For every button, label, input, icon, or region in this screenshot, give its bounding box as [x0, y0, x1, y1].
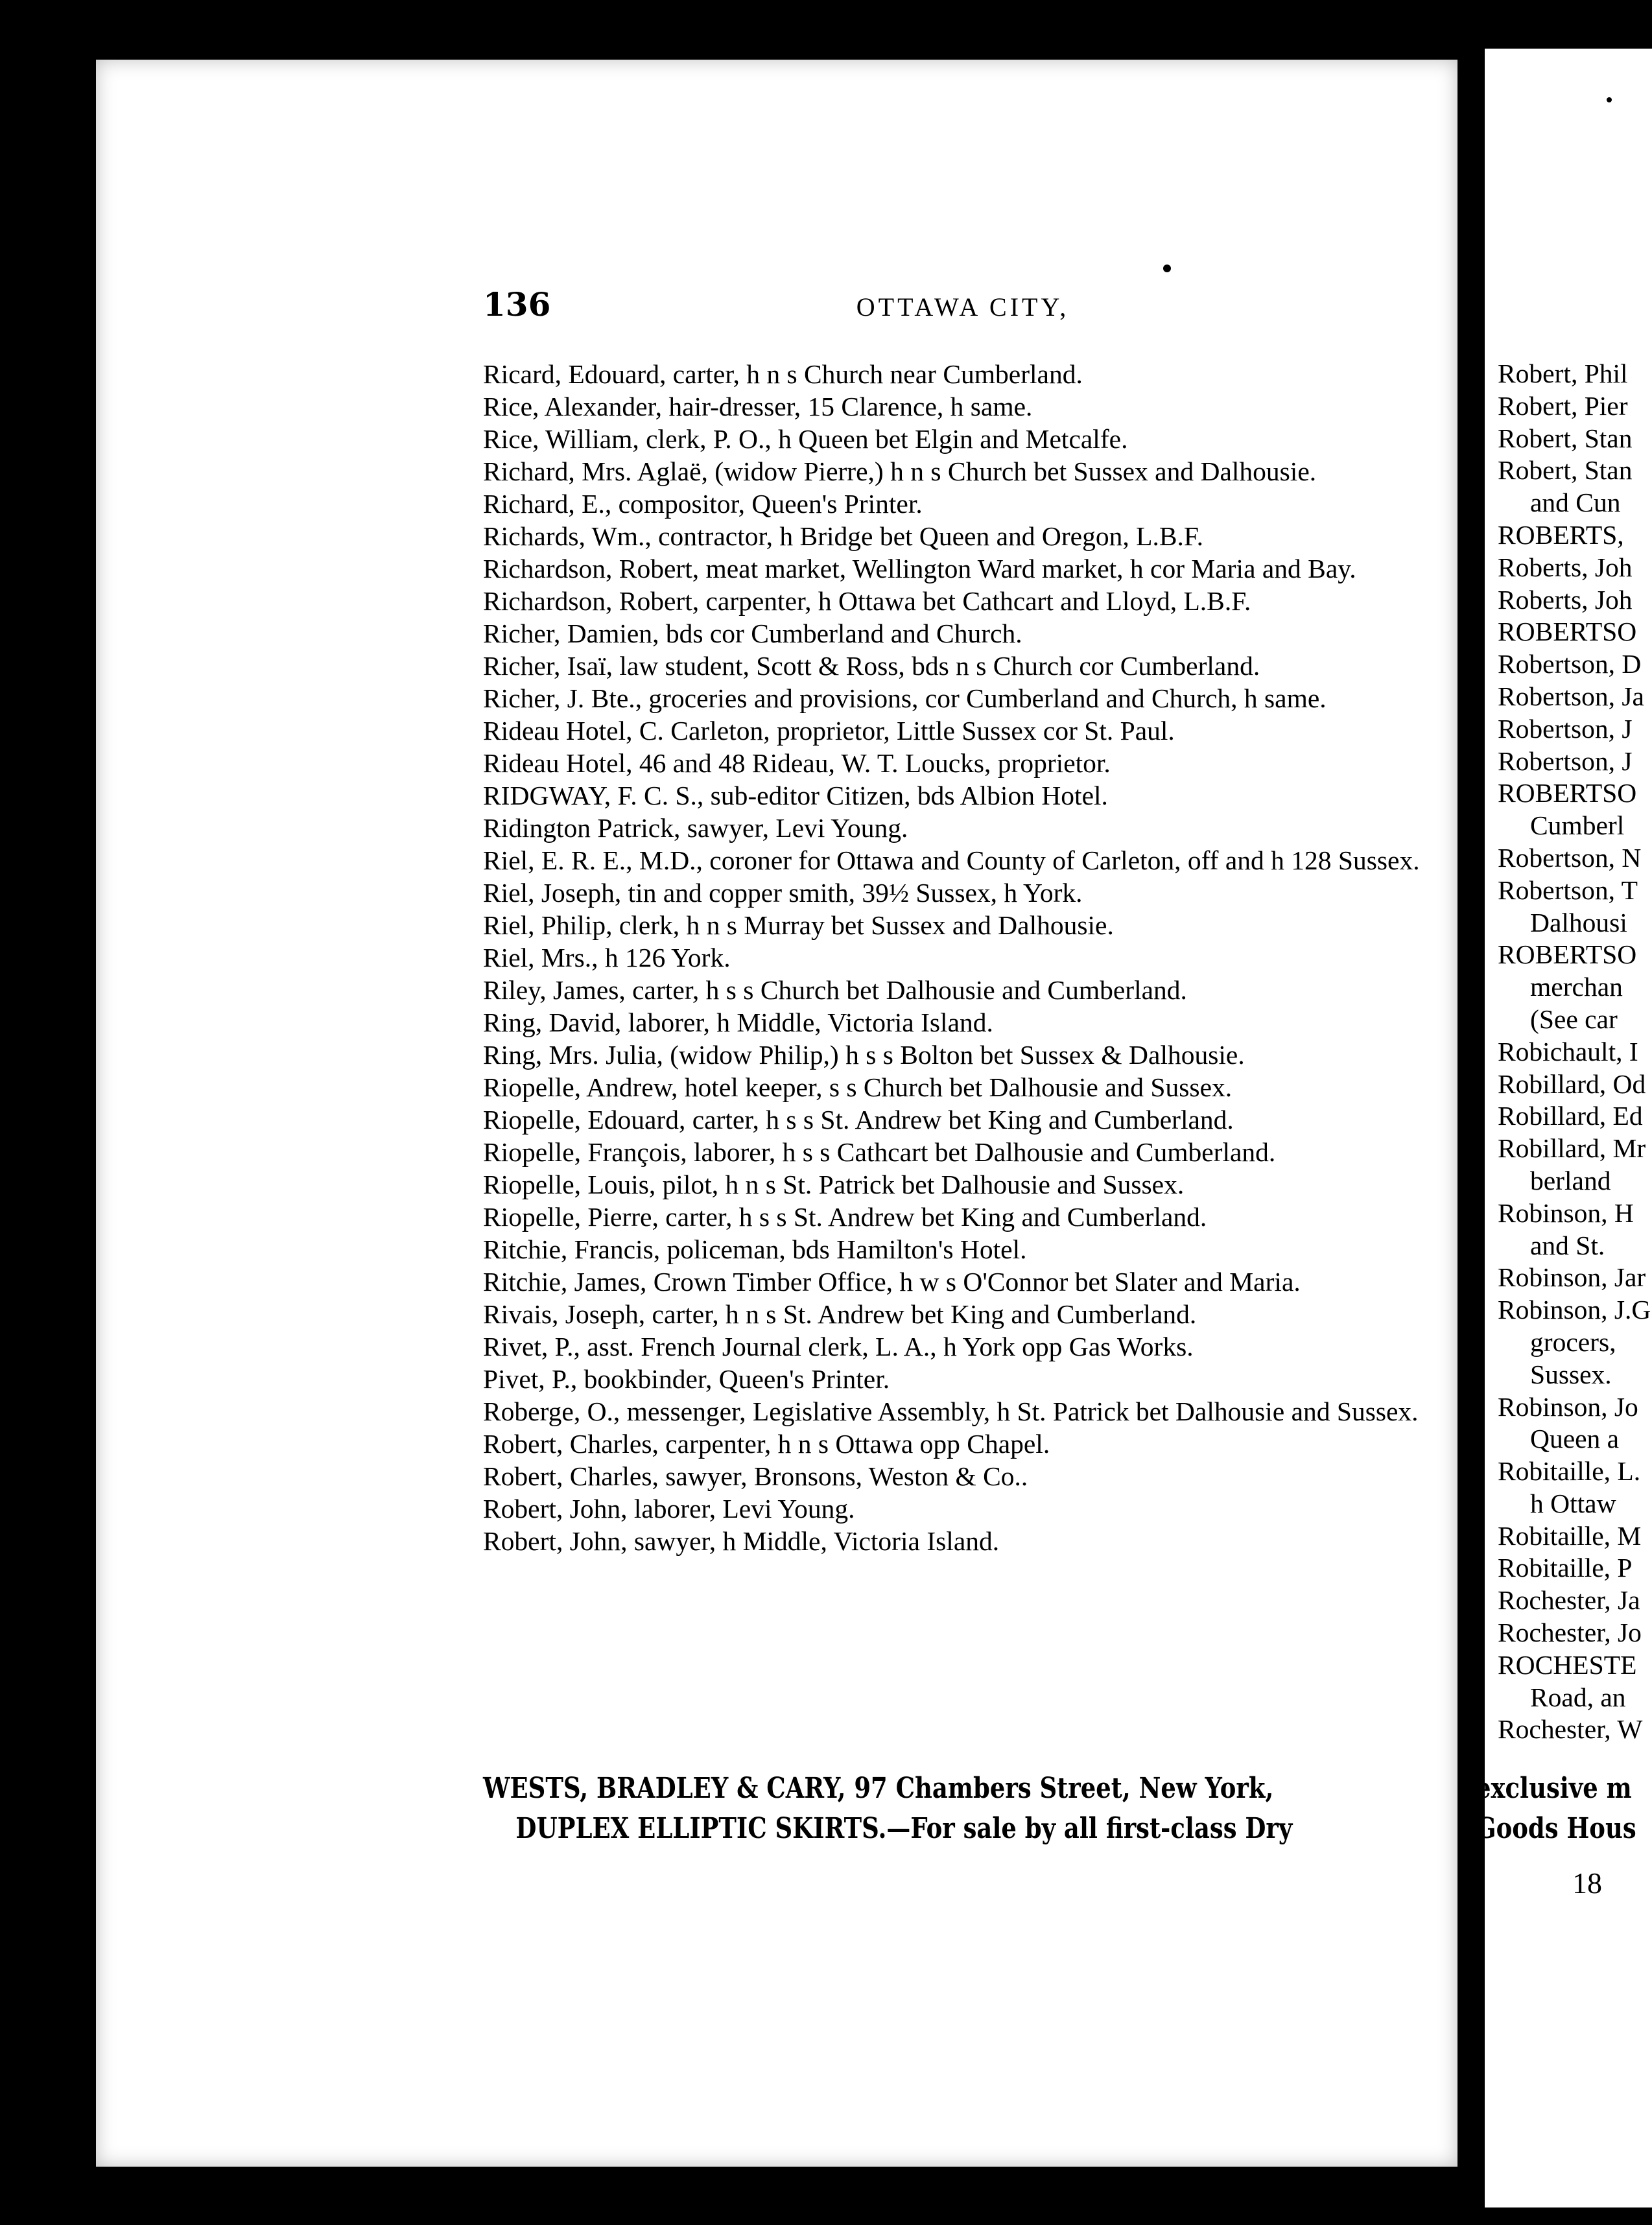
page-number: 136	[483, 285, 551, 324]
right-page-entry: Rochester, Ja	[1498, 1585, 1640, 1616]
advertisement-footer	[483, 1769, 1443, 1849]
right-page-entry: Robert, Pier	[1498, 390, 1628, 421]
right-page-entry: Roberts, Joh	[1498, 552, 1633, 582]
right-page-entry: and St.	[1530, 1230, 1605, 1260]
directory-entry: Robert, Charles, sawyer, Bronsons, Weston & Co..	[483, 1461, 1028, 1491]
right-page-entry: Robitaille, M	[1498, 1520, 1642, 1551]
right-page-entry: berland	[1530, 1165, 1611, 1195]
right-page-entry: ROCHESTE	[1498, 1649, 1637, 1680]
right-page-entry: (See car	[1530, 1004, 1618, 1034]
right-page-entry: Robertson, Ja	[1498, 681, 1644, 711]
right-advertisement-line: exclusive m	[1476, 1772, 1632, 1805]
directory-entry: Richardson, Robert, carpenter, h Ottawa bet Cathcart and Lloyd, L.B.F.	[483, 586, 1251, 616]
right-page-entry: Robinson, H	[1498, 1197, 1634, 1228]
right-page-entry: Cumberl	[1530, 810, 1625, 841]
right-page-entry: ROBERTSO	[1498, 778, 1637, 808]
directory-entry: Roberge, O., messenger, Legislative Assembly, h St. Patrick bet Dalhousie and Sussex.	[483, 1396, 1419, 1426]
right-page-entry: ROBERTSO	[1498, 939, 1637, 970]
right-page-entry: grocers,	[1530, 1326, 1616, 1357]
directory-entry: Ridington Patrick, sawyer, Levi Young.	[483, 813, 908, 843]
right-page-entry: Sussex.	[1530, 1359, 1612, 1389]
right-page-number: 18	[1572, 1866, 1602, 1900]
directory-entry: Riel, Philip, clerk, h n s Murray bet Sussex and Dalhousie.	[483, 910, 1114, 940]
right-page-entry: Robinson, Jar	[1498, 1262, 1646, 1293]
right-page-entry: Robert, Phil	[1498, 359, 1628, 388]
right-page-entry: Robinson, Jo	[1498, 1391, 1638, 1422]
running-head: OTTAWA CITY,	[856, 292, 1070, 322]
directory-entry: Riopelle, Louis, pilot, h n s St. Patrick bet Dalhousie and Sussex.	[483, 1170, 1185, 1199]
directory-entry: Robert, Charles, carpenter, h n s Ottawa opp Chapel.	[483, 1429, 1050, 1459]
right-page-entry: Robertson, D	[1498, 649, 1642, 679]
right-page-entry: Queen a	[1530, 1424, 1620, 1454]
directory-entries	[483, 358, 1443, 1557]
right-page-entry: ROBERTSO	[1498, 617, 1637, 647]
directory-entry: Rivet, P., asst. French Journal clerk, L. A., h York opp Gas Works.	[483, 1332, 1194, 1361]
directory-entry: Rivais, Joseph, carter, h n s St. Andrew bet King and Cumberland.	[483, 1299, 1197, 1329]
page-header	[483, 285, 1443, 331]
right-page-entry: Robillard, Od	[1498, 1068, 1646, 1099]
right-page-entry: Dalhousi	[1530, 907, 1627, 937]
directory-entry: RIDGWAY, F. C. S., sub-editor Citizen, bds Albion Hotel.	[483, 781, 1108, 810]
book-gutter	[1457, 45, 1486, 2211]
right-page-entry: Road, an	[1530, 1682, 1626, 1712]
right-page-entry: Robitaille, L.	[1498, 1456, 1641, 1487]
right-page-entry: and Cun	[1530, 488, 1621, 518]
directory-entry: Robert, John, laborer, Levi Young.	[483, 1494, 855, 1524]
right-page-entry: Robertson, T	[1498, 875, 1638, 905]
right-page-advertisement	[1476, 1769, 1652, 1849]
directory-entry: Richardson, Robert, meat market, Wellington Ward market, h cor Maria and Bay.	[483, 554, 1356, 583]
right-page-entry: ROBERTS,	[1498, 519, 1624, 550]
advertisement-line: WESTS, BRADLEY & CARY, 97 Chambers Street, New York,	[483, 1772, 1274, 1805]
directory-entry: Rice, Alexander, hair-dresser, 15 Clarence, h same.	[483, 392, 1033, 421]
directory-entry: Ricard, Edouard, carter, h n s Church near Cumberland.	[483, 359, 1083, 389]
directory-entry: Ring, David, laborer, h Middle, Victoria Island.	[483, 1007, 993, 1037]
directory-entry: Riopelle, François, laborer, h s s Cathcart bet Dalhousie and Cumberland.	[483, 1137, 1276, 1167]
directory-entry: Ritchie, Francis, policeman, bds Hamilton's Hotel.	[483, 1234, 1027, 1264]
directory-entry: Robert, John, sawyer, h Middle, Victoria Island.	[483, 1526, 1000, 1556]
directory-entry: Ring, Mrs. Julia, (widow Philip,) h s s Bolton bet Sussex & Dalhousie.	[483, 1040, 1245, 1070]
right-page-entry: Robichault, I	[1498, 1036, 1638, 1066]
directory-entry: Rideau Hotel, 46 and 48 Rideau, W. T. Loucks, proprietor.	[483, 748, 1111, 778]
directory-entry: Rideau Hotel, C. Carleton, proprietor, Little Sussex cor St. Paul.	[483, 716, 1175, 746]
right-page-entry: Robillard, Mr	[1498, 1133, 1646, 1164]
right-page-entry: merchan	[1530, 972, 1623, 1002]
right-page-entry: Robertson, N	[1498, 842, 1642, 873]
ink-speck	[1607, 97, 1612, 102]
directory-entry: Riley, James, carter, h s s Church bet Dalhousie and Cumberland.	[483, 975, 1187, 1005]
right-page-entry: Robitaille, P	[1498, 1553, 1633, 1583]
directory-entry: Riel, E. R. E., M.D., coroner for Ottawa and County of Carleton, off and h 128 Sussex.	[483, 845, 1420, 875]
right-page-entry: Robert, Stan	[1498, 455, 1633, 486]
directory-entry: Richard, E., compositor, Queen's Printer.	[483, 489, 923, 519]
right-page-entry: Roberts, Joh	[1498, 584, 1633, 615]
directory-entry: Ritchie, James, Crown Timber Office, h w s O'Connor bet Slater and Maria.	[483, 1267, 1301, 1297]
right-page-entry: Robertson, J	[1498, 746, 1633, 776]
right-page-entry: h Ottaw	[1530, 1488, 1616, 1518]
directory-entry: Riopelle, Pierre, carter, h s s St. Andrew bet King and Cumberland.	[483, 1202, 1207, 1232]
right-page-entries	[1498, 358, 1652, 1746]
right-page-entry: Robertson, J	[1498, 713, 1633, 744]
directory-entry: Rice, William, clerk, P. O., h Queen bet Elgin and Metcalfe.	[483, 424, 1128, 454]
directory-entry: Richer, Damien, bds cor Cumberland and Church.	[483, 618, 1022, 648]
advertisement-line: DUPLEX ELLIPTIC SKIRTS.—For sale by all first-class Dry	[515, 1812, 1293, 1845]
directory-entry: Riel, Mrs., h 126 York.	[483, 943, 731, 972]
right-page-entry: Robert, Stan	[1498, 423, 1633, 453]
directory-entry: Riopelle, Edouard, carter, h s s St. Andrew bet King and Cumberland.	[483, 1105, 1234, 1135]
right-page-entry: Rochester, W	[1498, 1714, 1643, 1745]
right-page-entry: Robillard, Ed	[1498, 1101, 1643, 1131]
directory-entry: Richer, Isaï, law student, Scott & Ross, bds n s Church cor Cumberland.	[483, 651, 1260, 681]
right-page-entry: Robinson, J.G	[1498, 1295, 1651, 1325]
right-page-entry: Rochester, Jo	[1498, 1618, 1642, 1648]
ink-speck	[1163, 265, 1171, 272]
right-advertisement-line: Goods Hous	[1476, 1812, 1636, 1845]
directory-entry: Richard, Mrs. Aglaë, (widow Pierre,) h n s Church bet Sussex and Dalhousie.	[483, 456, 1317, 486]
directory-entry: Richards, Wm., contractor, h Bridge bet Queen and Oregon, L.B.F.	[483, 521, 1204, 551]
directory-entry: Pivet, P., bookbinder, Queen's Printer.	[483, 1364, 890, 1394]
directory-entry: Richer, J. Bte., groceries and provisions, cor Cumberland and Church, h same.	[483, 683, 1327, 713]
directory-entry: Riel, Joseph, tin and copper smith, 39½ Sussex, h York.	[483, 878, 1083, 908]
directory-entry: Riopelle, Andrew, hotel keeper, s s Church bet Dalhousie and Sussex.	[483, 1072, 1233, 1102]
